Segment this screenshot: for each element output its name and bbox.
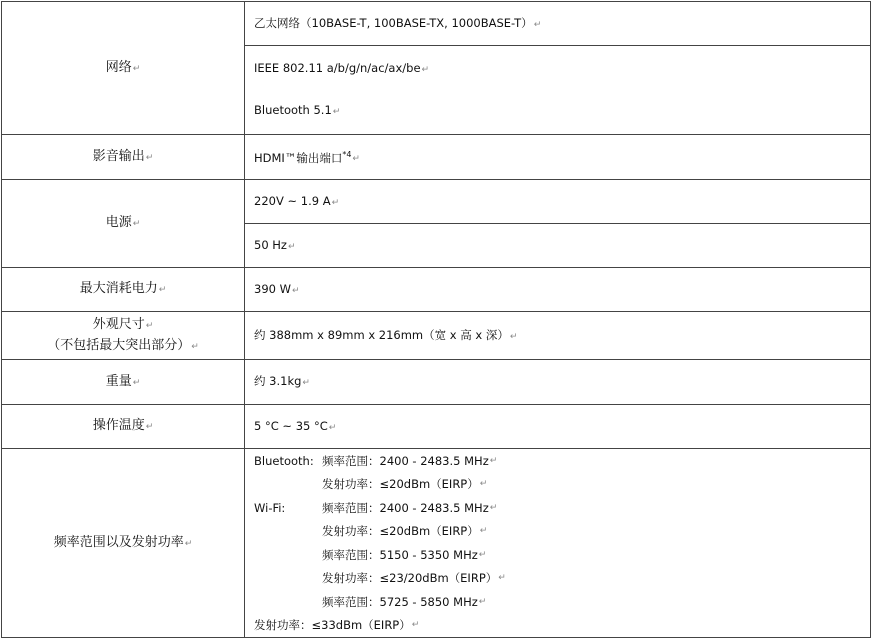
wifi-power-3-line: 发射功率： ≤33dBm（EIRP） ↵	[254, 618, 420, 633]
specification-table	[1, 1, 871, 638]
power-frequency: 50 Hz↵	[245, 224, 871, 268]
temperature-value: 5 °C ~ 35 °C↵	[245, 405, 871, 449]
dimensions-label	[2, 312, 245, 360]
frequency-label: 频率范围以及发射功率↵	[2, 449, 245, 638]
wifi-range-3-line: 频率范围： 5725 - 5850 MHz ↵	[322, 594, 487, 609]
network-ethernet: 乙太网络（10BASE-T, 100BASE-TX, 1000BASE-T）↵	[245, 2, 871, 46]
max-power-value: 390 W↵	[245, 268, 871, 312]
weight-label: 重量↵	[2, 360, 245, 405]
network-label: 网络↵	[2, 2, 245, 135]
dimensions-label-line1: 外观尺寸↵	[92, 316, 154, 332]
av-output-value: HDMI™输出端口$^{*4}$↵	[245, 135, 871, 180]
power-label: 电源↵	[2, 180, 245, 268]
dimensions-value: 约 388mm x 89mm x 216mm（宽 x 高 x 深）↵	[245, 312, 871, 360]
frequency-details	[245, 449, 871, 638]
av-output-label: 影音输出↵	[2, 135, 245, 180]
dimensions-label-line2: （不包括最大突出部分）↵	[47, 337, 199, 353]
temperature-label: 操作温度↵	[2, 405, 245, 449]
wifi-range-2-line: 频率范围： 5150 - 5350 MHz ↵	[322, 547, 487, 562]
weight-value: 约 3.1kg↵	[245, 360, 871, 405]
wifi-range-1-line: Wi-Fi: 频率范围： 2400 - 2483.5 MHz ↵	[254, 500, 498, 515]
network-wireless	[245, 46, 871, 135]
wifi-power-2-line: 发射功率： ≤23/20dBm（EIRP） ↵	[322, 571, 506, 586]
power-voltage: 220V ~ 1.9 A↵	[245, 180, 871, 224]
network-bluetooth-version: Bluetooth 5.1↵	[254, 103, 341, 117]
max-power-label: 最大消耗电力↵	[2, 268, 245, 312]
wifi-power-1-line: 发射功率： ≤20dBm（EIRP） ↵	[322, 524, 488, 539]
bt-power-line: 发射功率： ≤20dBm（EIRP） ↵	[322, 477, 488, 492]
bt-range-line: Bluetooth: 频率范围： 2400 - 2483.5 MHz ↵	[254, 453, 498, 468]
network-wifi-standard: IEEE 802.11 a/b/g/n/ac/ax/be↵	[254, 61, 430, 75]
